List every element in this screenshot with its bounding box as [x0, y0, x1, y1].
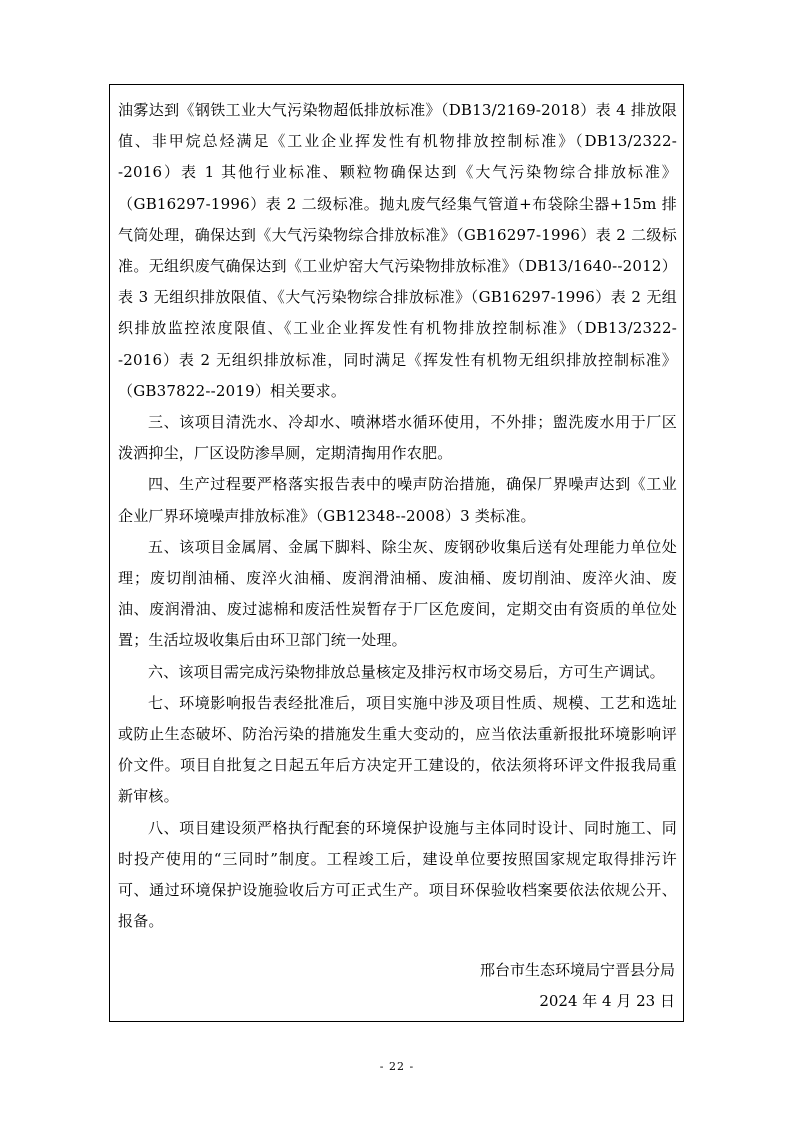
paragraph-wastewater: 三、该项目清洗水、冷却水、喷淋塔水循环使用，不外排；盥洗废水用于厂区泼洒抑尘，厂区设防渗旱厕，定期清掏用作农肥。 [118, 413, 677, 463]
signing-date: 2024 年 4 月 23 日 [539, 992, 675, 1011]
signing-agency: 邢台市生态环境局宁晋县分局 [479, 961, 675, 979]
page-number: - 22 - [379, 1060, 415, 1073]
document-body [118, 95, 677, 937]
paragraph-eia-changes: 七、环境影响报告表经批准后，项目实施中涉及项目性质、规模、工艺和选址或防止生态破坏、防治污染的措施发生重大变动的，应当依法重新报批环境影响评价文件。项目自批复之日起五年后方决定开工建设的，依法须将环评文件报我局重新审核。 [118, 693, 677, 806]
paragraph-solid-waste: 五、该项目金属屑、金属下脚料、除尘灰、废钢砂收集后送有处理能力单位处理；废切削油桶、废淬火油桶、废润滑油桶、废油桶、废切削油、废淬火油、废油、废润滑油、废过滤棉和废活性炭暂存于厂区危废间，定期交由有资质的单位处置；生活垃圾收集后由环卫部门统一处理。 [118, 537, 677, 650]
paragraph-three-simultaneous: 八、项目建设须严格执行配套的环境保护设施与主体同时设计、同时施工、同时投产使用的“三同时”制度。工程竣工后，建设单位要按照国家规定取得排污许可、通过环境保护设施验收后方可正式生产。项目环保验收档案要依法依规公开、报备。 [118, 818, 677, 931]
paragraph-air-emission-standards: 油雾达到《钢铁工业大气污染物超低排放标准》（DB13/2169-2018）表 4 排放限值、非甲烷总烃满足《工业企业挥发性有机物排放控制标准》（DB13/2322--2016）表 1 其他行业标准、颗粒物确保达到《大气污染物综合排放标准》（GB16297-1996）表 2 二级标准。抛丸废气经集气管道+布袋除尘器+15m 排气筒处理，确保达到《大气污染物综合排放标准》（GB16297-1996）表 2 二级标准。无组织废气确保达到《工业炉窑大气污染物排放标准》（DB13/1640--2012）表 3 无组织排放限值、《大气污染物综合排放标准》（GB16297-1996）表 2 无组织排放监控浓度限值、《工业企业挥发性有机物排放控制标准》（DB13/2322--2016）表 2 无组织排放标准，同时满足《挥发性有机物无组织排放控制标准》（GB37822--2019）相关要求。 [118, 101, 677, 400]
document-table-frame [109, 84, 684, 1022]
signature-block [480, 955, 675, 1017]
paragraph-emission-quota: 六、该项目需完成污染物排放总量核定及排污权市场交易后，方可生产调试。 [148, 662, 665, 681]
paragraph-noise: 四、生产过程要严格落实报告表中的噪声防治措施，确保厂界噪声达到《工业企业厂界环境噪声排放标准》（GB12348--2008）3 类标准。 [118, 475, 677, 525]
